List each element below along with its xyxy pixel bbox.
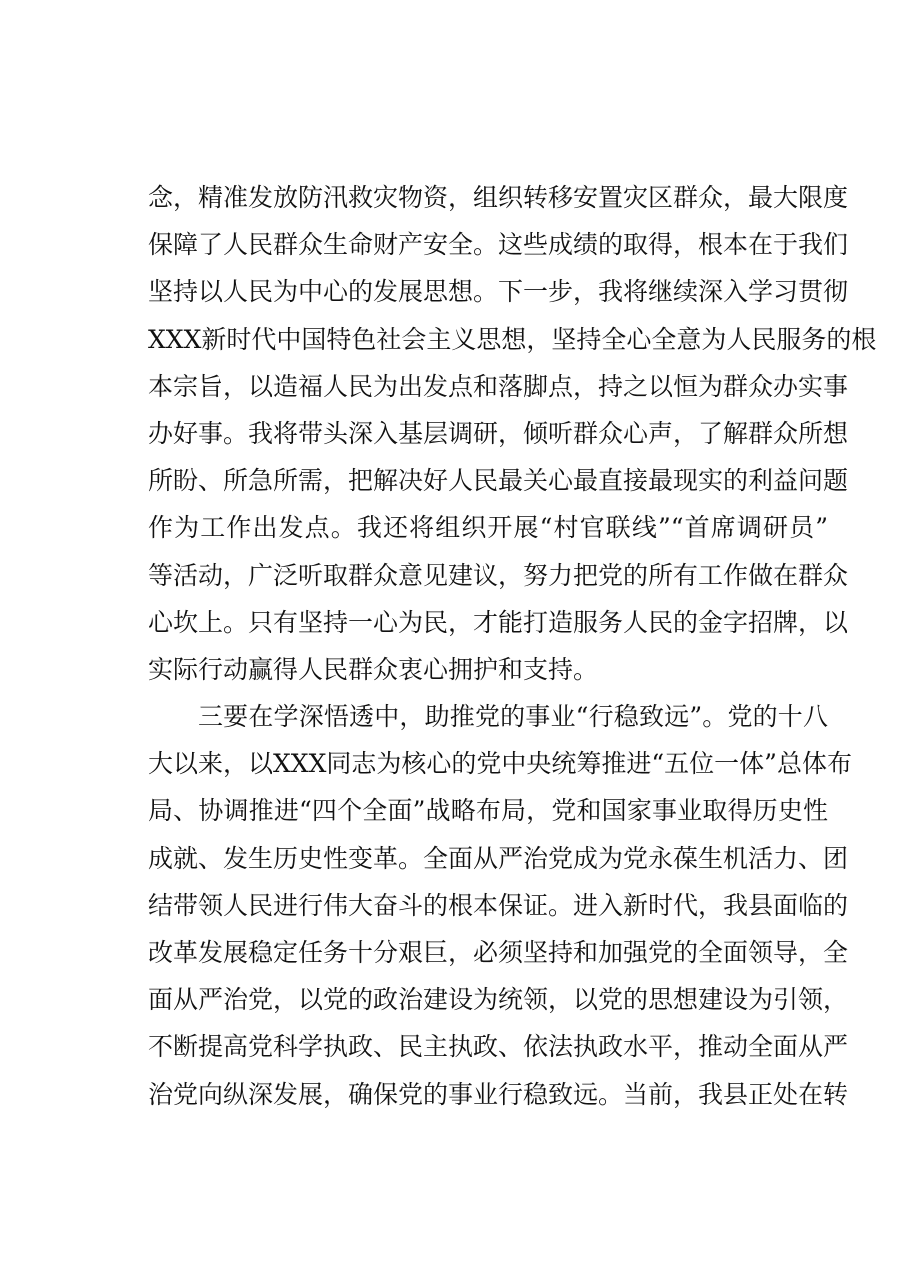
- text-line: 结带领人民进行伟大奋斗的根本保证。进入新时代，我县面临的: [148, 890, 849, 920]
- text-line: 治党向纵深发展，确保党的事业行稳致远。当前，我县正处在转: [148, 1079, 849, 1109]
- text-line: XXX新时代中国特色社会主义思想，坚持全心全意为人民服务的根: [148, 324, 877, 354]
- text-line: 局、协调推进“四个全面”战略布局，党和国家事业取得历史性: [148, 796, 828, 826]
- text-line: 心坎上。只有坚持一心为民，才能打造服务人民的金字招牌，以: [148, 607, 849, 637]
- text-line: 改革发展稳定任务十分艰巨，必须坚持和加强党的全面领导，全: [148, 938, 849, 967]
- text-line: 面从严治党，以党的政治建设为统领，以党的思想建设为引领，: [148, 985, 849, 1015]
- paragraph-first-line: 三要在学深悟透中，助推党的事业“行稳致远”。党的十八: [198, 702, 828, 732]
- body-text: [148, 174, 877, 1118]
- text-line: 大以来，以XXX同志为核心的党中央统筹推进“五位一体”总体布: [148, 749, 852, 779]
- text-line: 所盼、所急所需，把解决好人民最关心最直接最现实的利益问题: [148, 466, 849, 496]
- text-line: 等活动，广泛听取群众意见建议，努力把党的所有工作做在群众: [148, 560, 849, 590]
- text-line: 坚持以人民为中心的发展思想。下一步，我将继续深入学习贯彻: [148, 277, 849, 307]
- text-line: 本宗旨，以造福人民为出发点和落脚点，持之以恒为群众办实事: [148, 371, 849, 401]
- text-line: 保障了人民群众生命财产安全。这些成绩的取得，根本在于我们: [148, 230, 849, 260]
- text-line: 不断提高党科学执政、民主执政、依法执政水平，推动全面从严: [148, 1032, 849, 1062]
- text-line: 念，精准发放防汛救灾物资，组织转移安置灾区群众，最大限度: [148, 183, 849, 212]
- text-line: 成就、发生历史性变革。全面从严治党成为党永葆生机活力、团: [148, 843, 849, 873]
- paragraph-end-line: 实际行动赢得人民群众衷心拥护和支持。: [148, 654, 599, 684]
- text-line: 办好事。我将带头深入基层调研，倾听群众心声，了解群众所想: [148, 418, 849, 448]
- text-line: 作为工作出发点。我还将组织开展“村官联线”“首席调研员”: [148, 513, 828, 543]
